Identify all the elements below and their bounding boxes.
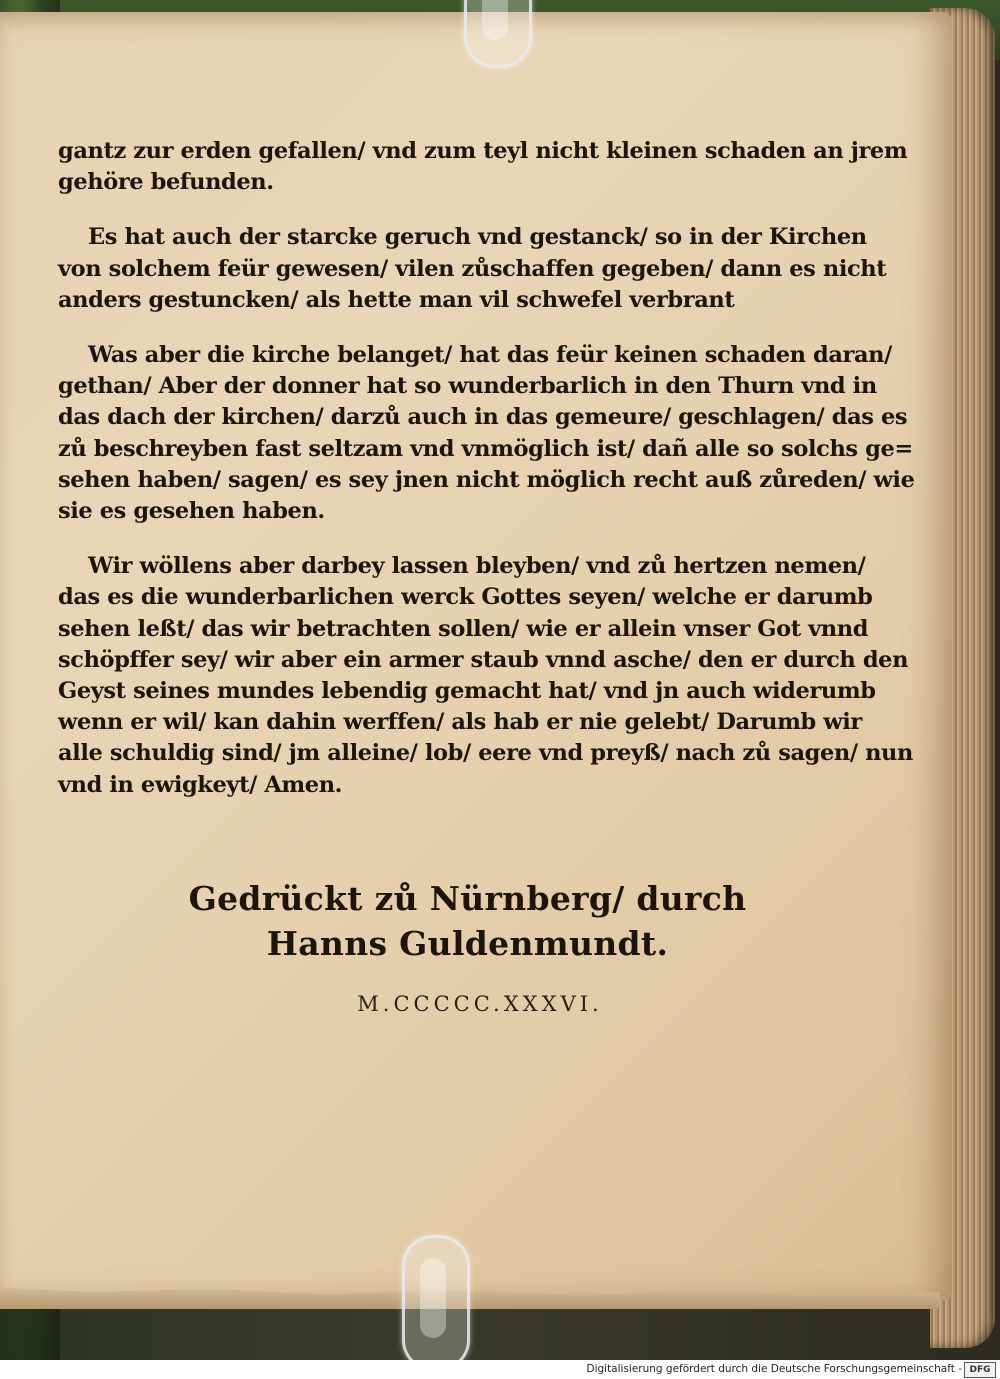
text-line: alle schuldig sind/ jm alleine/ lob/ eere vnd preyß/ nach zů sagen/ nun (58, 740, 913, 767)
imprint-line: Gedrückt zů Nürnberg/ durch (188, 879, 747, 918)
page-clip-top (464, 0, 532, 68)
text-line: Was aber die kirche belanget/ hat das feür keinen schaden daran/ (88, 342, 892, 369)
text-line: gethan/ Aber der donner hat so wunderbarlich in den Thurn vnd in (58, 373, 877, 400)
dfg-logo-icon: DFG (964, 1362, 996, 1378)
text-line: sie es gesehen haben. (58, 498, 325, 525)
printer-imprint (0, 876, 880, 966)
page-clip-bottom (402, 1235, 470, 1360)
funding-credit: Digitalisierung gefördert durch die Deutsche Forschungsgemeinschaft - (586, 1363, 962, 1375)
paragraph-1 (58, 136, 908, 198)
text-line: sehen haben/ sagen/ es sey jnen nicht möglich recht auß zůreden/ wie (58, 466, 915, 493)
clip-slot (482, 0, 508, 40)
clip-slot (420, 1258, 446, 1338)
paragraph-2 (58, 222, 887, 316)
page-body-text (58, 136, 915, 825)
text-line: das dach der kirchen/ darzů auch in das gemeure/ geschlagen/ das es (58, 404, 908, 431)
paragraph-4 (58, 551, 913, 801)
text-line: zů beschreyben fast seltzam vnd vnmöglich ist/ dañ alle so solchs ge= (58, 435, 913, 462)
publication-year: M.CCCCC.XXXVI. (357, 992, 603, 1016)
digitization-footer (0, 1360, 1000, 1379)
paragraph-3 (58, 340, 915, 527)
text-line: sehen leßt/ das wir betrachten sollen/ wie er allein vnser Got vnnd (58, 615, 869, 642)
text-line: das es die wunderbarlichen werck Gottes seyen/ welche er darumb (58, 584, 873, 611)
text-line: vnd in ewigkeyt/ Amen. (58, 771, 343, 798)
imprint-line: Hanns Guldenmundt. (266, 924, 669, 963)
text-line: Es hat auch der starcke geruch vnd gestanck/ so in der Kirchen (88, 224, 867, 251)
text-line: gehöre befunden. (58, 169, 274, 196)
text-line: gantz zur erden gefallen/ vnd zum teyl nicht kleinen schaden an jrem (58, 138, 908, 164)
text-line: Wir wöllens aber darbey lassen bleyben/ vnd zů hertzen nemen/ (88, 553, 866, 580)
text-line: Geyst seines mundes lebendig gemacht hat/ vnd jn auch widerumb (58, 678, 876, 705)
text-line: wenn er wil/ kan dahin werffen/ als hab er nie gelebt/ Darumb wir (58, 709, 862, 736)
book-page (0, 12, 952, 1300)
text-line: schöpffer sey/ wir aber ein armer staub vnnd asche/ den er durch den (58, 646, 909, 673)
text-line: anders gestuncken/ als hette man vil schwefel verbrant (58, 286, 735, 313)
text-line: von solchem feür gewesen/ vilen zůschaffen gegeben/ dann es nicht (58, 255, 887, 282)
